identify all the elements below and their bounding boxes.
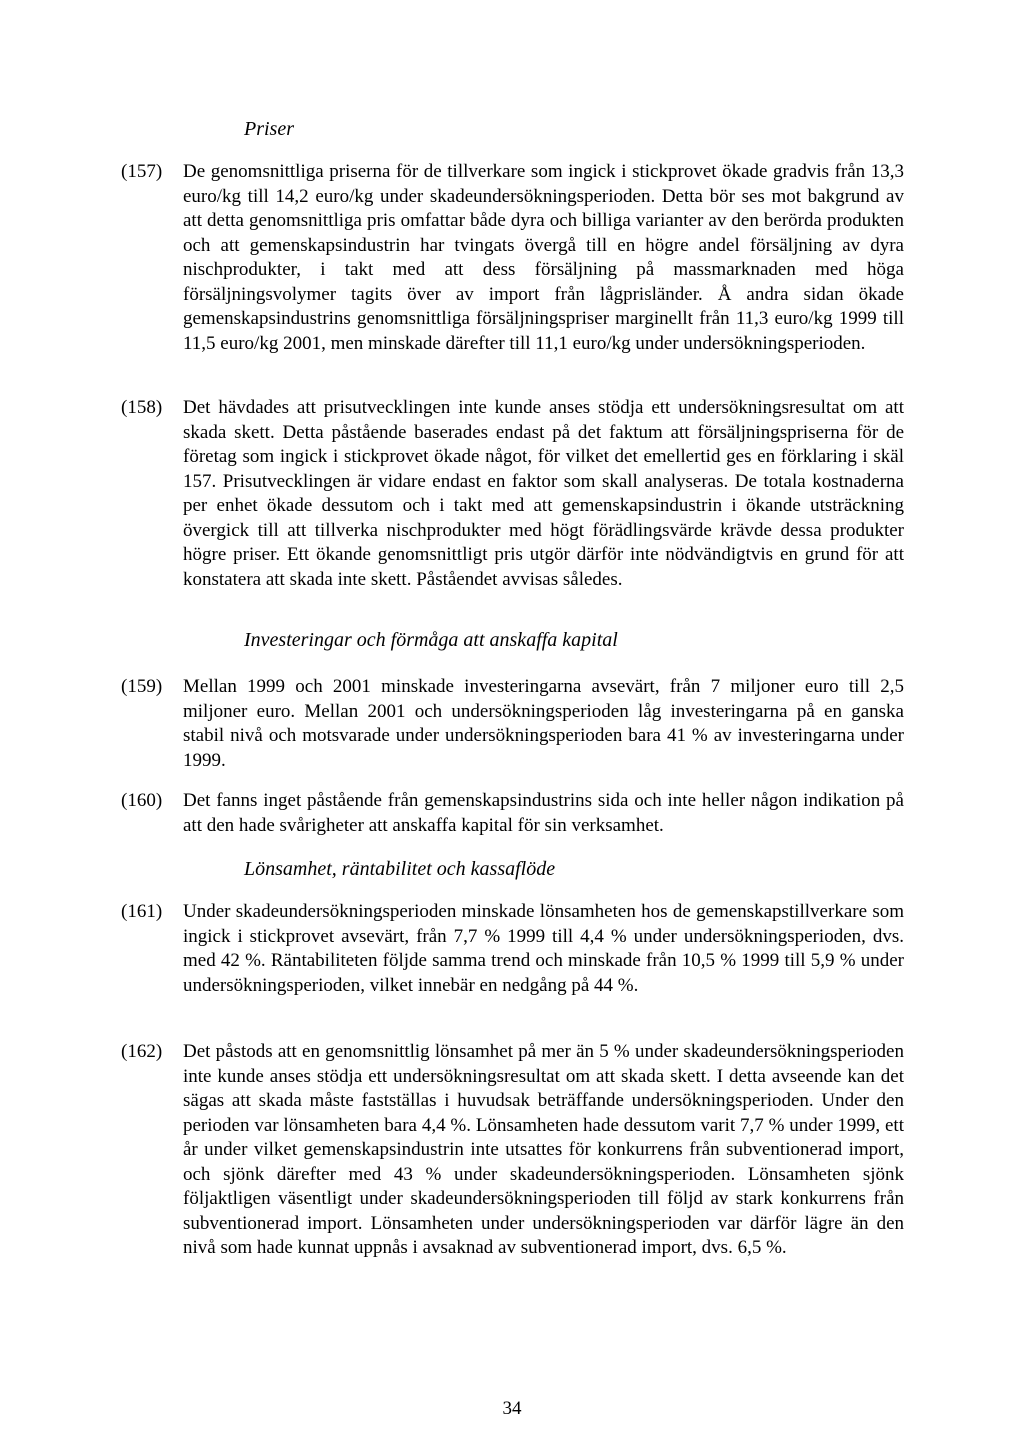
paragraph-text: Under skadeundersökningsperioden minskade lönsamheten hos de gemenskapstillverkare som ingick i stickprovet avsevärt, från 7,7 % 1999 till 4,4 % under undersökningsperioden, dvs. med 42 %. Räntabiliteten följde samma trend och minskade från 10,5 % 1999 till 5,9 % under undersökningsperioden, vilket innebär en nedgång på 44 %.: [183, 901, 904, 996]
paragraph-159: [121, 675, 904, 773]
heading-investeringar: Investeringar och förmåga att anskaffa kapital: [244, 629, 618, 651]
paragraph-number: (160): [121, 790, 163, 811]
paragraph-160: [121, 789, 904, 838]
paragraph-number: (157): [121, 161, 163, 182]
paragraph-text: De genomsnittliga priserna för de tillverkare som ingick i stickprovet ökade gradvis från 13,3 euro/kg till 14,2 euro/kg under skadeundersökningsperioden. Detta bör ses mot bakgrund av att detta genomsnittliga pris omfattar både dyra och billiga varianter av den berörda produkten och att gemenskapsindustrin har tvingats övergå till en högre andel försäljning av dyra nischprodukter, i takt med att dess försäljning på massmarknaden med höga försäljningsvolymer tagits över av import från lågprisländer. Å andra sidan ökade gemenskapsindustrins genomsnittliga försäljningspriser marginellt från 11,3 euro/kg 1999 till 11,5 euro/kg 2001, men minskade därefter till 11,1 euro/kg under undersökningsperioden.: [183, 161, 904, 354]
paragraph-162: [121, 1040, 904, 1261]
paragraph-number: (159): [121, 676, 163, 697]
paragraph-158: [121, 396, 904, 592]
paragraph-text: Mellan 1999 och 2001 minskade investeringarna avsevärt, från 7 miljoner euro till 2,5 miljoner euro. Mellan 2001 och undersökningsperioden låg investeringarna på en ganska stabil nivå och motsvarade under undersökningsperioden bara 41 % av investeringarna under 1999.: [183, 676, 904, 771]
paragraph-161: [121, 900, 904, 998]
paragraph-text: Det påstods att en genomsnittlig lönsamhet på mer än 5 % under skadeundersökningsperioden inte kunde anses stödja ett undersökningsresultat om att skada skett. I detta avseende kan det sägas att skada måste fastställas i huvudsak beträffande undersökningsperioden. Under den perioden var lönsamheten bara 4,4 %. Lönsamheten hade dessutom varit 7,7 % under 1999, ett år under vilket gemenskapsindustrin inte utsattes för konkurrens från subventionerad import, och sjönk därefter med 43 % under skadeundersökningsperioden. Lönsamheten sjönk följaktligen väsentligt under skadeundersökningsperioden till följd av stark konkurrens från subventionerad import. Lönsamheten under undersökningsperioden var därför lägre än den nivå som hade kunnat uppnås i avsaknad av subventionerad import, dvs. 6,5 %.: [183, 1041, 904, 1258]
paragraph-text: Det hävdades att prisutvecklingen inte kunde anses stödja ett undersökningsresultat om att skada skett. Detta påstående baserades endast på det faktum att försäljningspriserna för de företag som ingick i stickprovet ökade något, för vilket det emellertid ges en förklaring i skäl 157. Prisutvecklingen är vidare endast en faktor som skall analyseras. De totala kostnaderna per enhet ökade dessutom och i takt med att gemenskapsindustrin i ökande utsträckning övergick till att tillverka nischprodukter med högt förädlingsvärde krävde dessa produkter högre priser. Ett ökande genomsnittligt pris utgör därför inte nödvändigtvis en grund för att konstatera att skada inte skett. Påståendet avvisas således.: [183, 397, 904, 590]
heading-priser: Priser: [244, 118, 294, 140]
paragraph-number: (158): [121, 397, 163, 418]
paragraph-text: Det fanns inget påstående från gemenskapsindustrins sida och inte heller någon indikation på att den hade svårigheter att anskaffa kapital för sin verksamhet.: [183, 790, 904, 836]
page-number: 34: [502, 1398, 522, 1419]
paragraph-number: (161): [121, 901, 163, 922]
paragraph-number: (162): [121, 1041, 163, 1062]
heading-lonsamhet: Lönsamhet, räntabilitet och kassaflöde: [244, 858, 556, 880]
paragraph-157: [121, 160, 904, 356]
